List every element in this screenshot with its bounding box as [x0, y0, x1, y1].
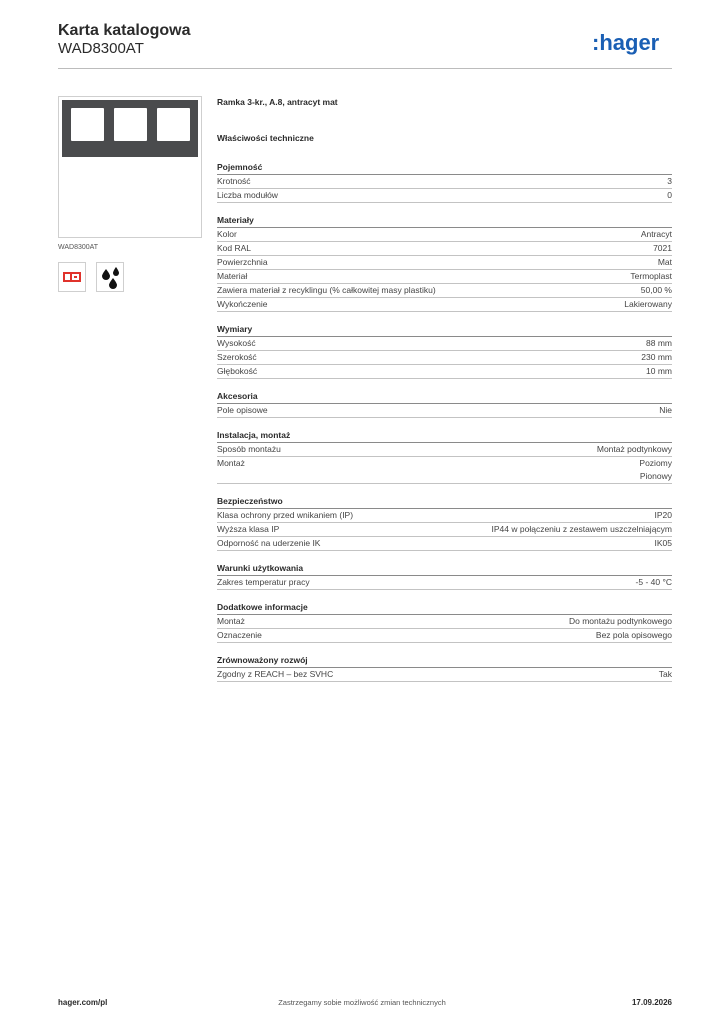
spec-row [217, 351, 672, 365]
spec-sections [217, 160, 672, 682]
spec-value-line: Lakierowany [624, 299, 672, 309]
product-code: WAD8300AT [58, 40, 144, 57]
spec-value-line: 88 mm [646, 338, 672, 348]
spec-value [659, 668, 672, 681]
spec-label: Oznaczenie [217, 630, 262, 640]
spec-value [646, 337, 672, 350]
spec-value-line: Mat [657, 257, 672, 267]
spec-row [217, 523, 672, 537]
image-caption: WAD8300AT [58, 244, 99, 251]
frame-picture [62, 100, 198, 157]
spec-value-line: Bez pola opisowego [595, 630, 672, 640]
spec-value [639, 457, 672, 483]
spec-label: Montaż [217, 616, 245, 626]
spec-row [217, 457, 672, 484]
spec-value [630, 270, 672, 283]
spec-label: Materiał [217, 271, 248, 281]
section-title: Materiały [217, 213, 672, 228]
spec-row [217, 668, 672, 682]
technical-properties-title: Właściwości techniczne [217, 133, 314, 143]
spec-section [217, 322, 672, 379]
spec-label: Krotność [217, 176, 251, 186]
spec-value [659, 404, 672, 417]
spec-label: Liczba modułów [217, 190, 278, 200]
spec-value-line: Nie [659, 405, 672, 415]
spec-label: Pole opisowe [217, 405, 268, 415]
spec-value [597, 443, 672, 456]
spec-value-line: IP44 w połączeniu z zestawem uszczelniającym [491, 524, 672, 534]
product-image [58, 96, 202, 238]
section-title: Warunki użytkowania [217, 561, 672, 576]
spec-row [217, 576, 672, 590]
spec-row [217, 175, 672, 189]
spec-row [217, 189, 672, 203]
spec-row [217, 365, 672, 379]
section-title: Pojemność [217, 160, 672, 175]
spec-value-line: IK05 [654, 538, 672, 548]
specification-content [217, 94, 672, 692]
spec-value [636, 576, 672, 589]
spec-label: Montaż [217, 458, 245, 468]
spec-row [217, 615, 672, 629]
spec-value-line: Poziomy [639, 458, 672, 468]
spec-row [217, 256, 672, 270]
spec-row [217, 404, 672, 418]
spec-value [596, 629, 672, 642]
spec-section [217, 653, 672, 682]
spec-value-line: Montaż podtynkowy [596, 444, 672, 454]
spec-row [217, 242, 672, 256]
spec-row [217, 509, 672, 523]
spec-value [641, 228, 672, 241]
spec-value [653, 242, 672, 255]
spec-row [217, 228, 672, 242]
spec-value [641, 284, 672, 297]
spec-section [217, 494, 672, 551]
spec-label: Zgodny z REACH – bez SVHC [217, 669, 334, 679]
spec-value-line: Pionowy [639, 471, 672, 481]
header-divider [58, 68, 672, 69]
section-title: Akcesoria [217, 389, 672, 404]
product-name: Ramka 3-kr., A.8, antracyt mat [217, 97, 338, 107]
spec-value [655, 509, 673, 522]
spec-section [217, 428, 672, 484]
footer-notice: Zastrzegamy sobie możliwość zmian technicznych [278, 998, 446, 1007]
spec-value [641, 351, 672, 364]
spec-value [658, 256, 672, 269]
spec-label: Klasa ochrony przed wnikaniem (IP) [217, 510, 354, 520]
spec-value [492, 523, 672, 536]
spec-label: Powierzchnia [217, 257, 268, 267]
spec-value-line: Do montażu podtynkowego [568, 616, 672, 626]
spec-value [624, 298, 672, 311]
spec-section [217, 600, 672, 643]
spec-value-line: 7021 [653, 243, 672, 253]
water-drops-icon [96, 262, 124, 292]
spec-section [217, 389, 672, 418]
spec-label: Wyższa klasa IP [217, 524, 280, 534]
spec-label: Kod RAL [217, 243, 252, 253]
spec-section [217, 213, 672, 312]
spec-row [217, 298, 672, 312]
footer-date: 17.09.2026 [631, 998, 672, 1007]
hager-logo [592, 28, 672, 58]
spec-value-line: -5 - 40 °C [635, 577, 672, 587]
spec-label: Głębokość [217, 366, 258, 376]
spec-value-line: 3 [667, 176, 672, 186]
spec-value-line: 10 mm [646, 366, 672, 376]
section-title: Instalacja, montaż [217, 428, 672, 443]
spec-section [217, 160, 672, 203]
spec-value [646, 365, 672, 378]
spec-label: Wykończenie [217, 299, 268, 309]
ip-rating-icon [58, 262, 86, 292]
spec-value [569, 615, 672, 628]
spec-label: Zawiera materiał z recyklingu (% całkowitej masy plastiku) [217, 285, 436, 295]
section-title: Dodatkowe informacje [217, 600, 672, 615]
spec-row [217, 337, 672, 351]
spec-value-line: 0 [667, 190, 672, 200]
spec-value-line: IP20 [654, 510, 672, 520]
hager-logo-text: :hager [592, 30, 660, 55]
spec-row [217, 629, 672, 643]
spec-label: Sposób montażu [217, 444, 281, 454]
spec-value [667, 175, 672, 188]
spec-value-line: 230 mm [641, 352, 672, 362]
spec-value-line: 50,00 % [640, 285, 672, 295]
footer-website[interactable]: hager.com/pl [58, 998, 108, 1007]
spec-value [667, 189, 672, 202]
spec-value-line: Antracyt [640, 229, 672, 239]
spec-value-line: Termoplast [630, 271, 672, 281]
spec-label: Zakres temperatur pracy [217, 577, 310, 587]
spec-row [217, 284, 672, 298]
section-title: Wymiary [217, 322, 672, 337]
section-title: Bezpieczeństwo [217, 494, 672, 509]
spec-value [655, 537, 673, 550]
spec-row [217, 270, 672, 284]
document-title: Karta katalogowa [58, 22, 191, 39]
spec-section [217, 561, 672, 590]
spec-row [217, 537, 672, 551]
spec-value-line: Tak [658, 669, 672, 679]
spec-row [217, 443, 672, 457]
section-title: Zrównoważony rozwój [217, 653, 672, 668]
spec-label: Wysokość [217, 338, 256, 348]
spec-label: Kolor [217, 229, 237, 239]
spec-label: Szerokość [217, 352, 257, 362]
spec-label: Odporność na uderzenie IK [217, 538, 321, 548]
